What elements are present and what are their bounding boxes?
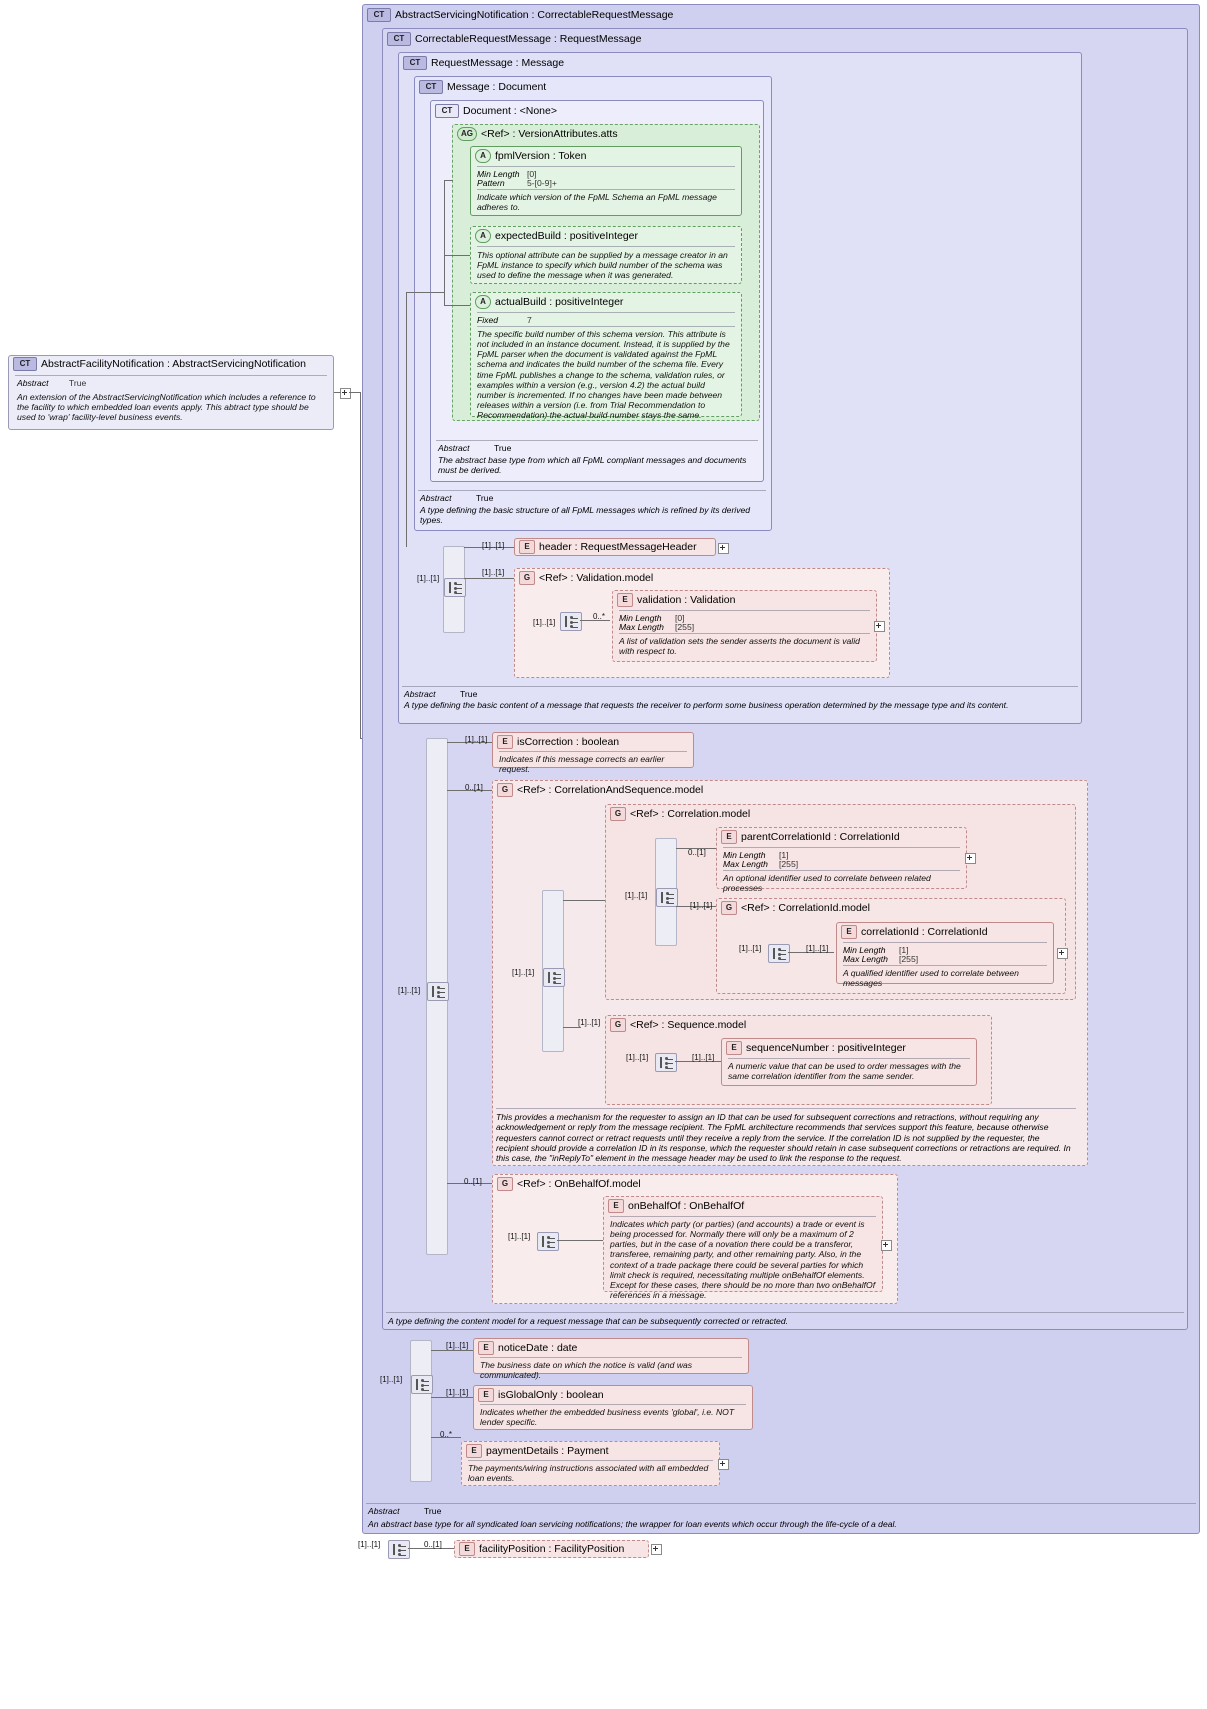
parent-correlation-id-expand-icon[interactable]: [965, 853, 976, 864]
is-correction-element[interactable]: [492, 732, 694, 775]
min-length-value: [1]: [899, 945, 909, 955]
fpml-version-description: Indicate which version of the FpML Schema an FpML message adheres to.: [477, 192, 717, 213]
actual-build-attribute[interactable]: [470, 292, 742, 421]
expected-build-attribute[interactable]: [470, 226, 742, 284]
complextype-icon: CT: [387, 32, 411, 46]
parent-correlation-id-element[interactable]: [716, 827, 967, 894]
validation-model-cardinality: [1]..[1]: [482, 568, 505, 577]
on-behalf-of-sequence-node[interactable]: [537, 1232, 559, 1251]
group-icon: G: [497, 783, 513, 797]
pattern-value: 5-[0-9]+: [527, 178, 557, 188]
header-element[interactable]: [514, 538, 716, 556]
abstract-label: Abstract: [17, 378, 49, 388]
request-message-header: CT RequestMessage : Message: [399, 55, 564, 72]
validation-expand-icon[interactable]: [874, 621, 885, 632]
group-icon: G: [519, 571, 535, 585]
message-abstract-description: A type defining the basic structure of all FpML messages which is refined by its derived types.: [420, 505, 751, 526]
facility-position-header: E facilityPosition : FacilityPosition: [455, 1541, 624, 1558]
message-abstract-label: Abstract: [420, 493, 452, 503]
group-icon: G: [497, 1177, 513, 1191]
payment-details-cardinality: 0..*: [440, 1430, 453, 1439]
correlation-and-sequence-cardinality: 0..[1]: [465, 783, 483, 792]
servicing-abstract-label: Abstract: [368, 1506, 400, 1516]
element-icon: E: [721, 830, 737, 844]
min-length-label: Min Length: [477, 169, 520, 179]
message-abstract-value: True: [476, 493, 494, 503]
validation-element-header: E validation : Validation: [613, 592, 735, 609]
fixed-value: 7: [527, 315, 532, 325]
on-behalf-of-model-cardinality: 0..[1]: [464, 1177, 482, 1186]
max-length-value: [255]: [675, 622, 695, 632]
element-icon: E: [478, 1388, 494, 1402]
on-behalf-of-model-header: G <Ref> : OnBehalfOf.model: [493, 1176, 641, 1193]
request-message-abstract-label: Abstract: [404, 689, 436, 699]
on-behalf-of-expand-icon[interactable]: [881, 1240, 892, 1251]
validation-cardinality: 0..*: [593, 612, 606, 621]
is-correction-header: E isCorrection : boolean: [493, 734, 619, 751]
sequence-model-header: G <Ref> : Sequence.model: [606, 1017, 746, 1034]
attribute-icon: A: [475, 149, 491, 163]
correlation-sequence-node[interactable]: [543, 968, 565, 987]
element-icon: E: [497, 735, 513, 749]
version-attributes-header: AG <Ref> : VersionAttributes.atts: [453, 126, 618, 143]
parent-correlation-id-header: E parentCorrelationId : CorrelationId: [717, 829, 900, 846]
expand-icon-left[interactable]: [340, 388, 351, 399]
fixed-label: Fixed: [477, 315, 499, 325]
validation-model-header: G <Ref> : Validation.model: [515, 570, 653, 587]
abstract-servicing-notification-header: CT AbstractServicingNotification : CorrectableRequestMessage: [363, 7, 673, 24]
on-behalf-of-sequence-cardinality: [1]..[1]: [508, 1232, 531, 1241]
group-icon: G: [610, 1018, 626, 1032]
request-message-sequence-cardinality: [1]..[1]: [417, 574, 440, 583]
validation-element[interactable]: [612, 590, 877, 662]
document-header: CT Document : <None>: [431, 103, 557, 120]
min-length-label: Min Length: [843, 945, 886, 955]
correlation-id-model-cardinality: [1]..[1]: [690, 901, 713, 910]
facility-position-seq-cardinality: [1]..[1]: [358, 1540, 381, 1549]
validation-sequence-cardinality: [1]..[1]: [533, 618, 556, 627]
is-global-only-cardinality: [1]..[1]: [446, 1388, 469, 1397]
element-icon: E: [617, 593, 633, 607]
correctable-sequence-cardinality: [1]..[1]: [398, 986, 421, 995]
correlation-model-sequence-cardinality: [1]..[1]: [625, 891, 648, 900]
max-length-label: Max Length: [843, 954, 888, 964]
request-message-abstract-value: True: [460, 689, 478, 699]
max-length-value: [255]: [899, 954, 919, 964]
on-behalf-of-description: Indicates which party (or parties) (and accounts) a trade or event is being processed for. Normally there will only be a maximum of 2 parties, but in the case of a novation there could be a transferor, transferee, remaining party, and other remaining party. Also, in the context of a trade package there could be several parties for which limit check is required, necessitating multiple onBehalfOf elements. Except for these cases, there should be no more than two onBehalfOf references in a message.: [610, 1219, 876, 1300]
max-length-value: [255]: [779, 859, 799, 869]
sequence-number-cardinality: [1]..[1]: [692, 1053, 715, 1062]
header-cardinality: [1]..[1]: [482, 541, 505, 550]
expected-build-description: This optional attribute can be supplied by a message creator in an FpML instance to specify which build number of the schema was used to define the message when it was generated.: [477, 250, 728, 281]
max-length-label: Max Length: [723, 859, 768, 869]
correlation-model-header: G <Ref> : Correlation.model: [606, 806, 750, 823]
notice-date-cardinality: [1]..[1]: [446, 1341, 469, 1350]
is-correction-description: Indicates if this message corrects an earlier request.: [499, 754, 665, 775]
correlation-id-header: E correlationId : CorrelationId: [837, 924, 988, 941]
servicing-sequence-bar: [410, 1340, 432, 1482]
min-length-label: Min Length: [619, 613, 662, 623]
min-length-label: Min Length: [723, 850, 766, 860]
max-length-label: Max Length: [619, 622, 664, 632]
complextype-icon: CT: [367, 8, 391, 22]
element-icon: E: [841, 925, 857, 939]
facility-position-element[interactable]: [454, 1540, 649, 1558]
complextype-icon: CT: [435, 104, 459, 118]
abstract-facility-notification-box[interactable]: [8, 355, 334, 430]
parent-correlation-id-description: An optional identifier used to correlate between related processes: [723, 873, 931, 894]
on-behalf-of-header: E onBehalfOf : OnBehalfOf: [604, 1198, 744, 1215]
sequence-model-cardinality: [1]..[1]: [578, 1018, 601, 1027]
header-expand-icon[interactable]: [718, 543, 729, 554]
servicing-sequence-cardinality: [1]..[1]: [380, 1375, 403, 1384]
sequence-number-description: A numeric value that can be used to order messages with the same correlation identifier from the same sender.: [728, 1061, 961, 1082]
request-message-abstract-description: A type defining the basic content of a message that requests the receiver to perform some business operation determined by the message type and its content.: [404, 700, 1009, 710]
servicing-abstract-description: An abstract base type for all syndicated loan servicing notifications; the wrapper for loan events which occur through the life-cycle of a deal.: [368, 1519, 897, 1529]
min-length-value: [0]: [675, 613, 685, 623]
complextype-icon: CT: [403, 56, 427, 70]
element-icon: E: [478, 1341, 494, 1355]
header-element-header: E header : RequestMessageHeader: [515, 539, 697, 556]
is-correction-cardinality: [1]..[1]: [465, 735, 488, 744]
element-icon: E: [459, 1542, 475, 1556]
correlation-id-sequence-cardinality: [1]..[1]: [739, 944, 762, 953]
abstract-facility-notification-header: CT AbstractFacilityNotification : AbstractServicingNotification: [9, 356, 306, 373]
element-icon: E: [726, 1041, 742, 1055]
correlation-id-description: A qualified identifier used to correlate between messages: [843, 968, 1019, 989]
element-icon: E: [608, 1199, 624, 1213]
document-abstract-label: Abstract: [438, 443, 470, 453]
group-icon: G: [721, 901, 737, 915]
facility-position-sequence-node[interactable]: [388, 1540, 410, 1559]
actual-build-description: The specific build number of this schema version. This attribute is not included in an instance document. Instead, it is supplied by the FpML parser when the document is validated against the FpML schema and indicates the build number of the schema file. Every time FpML publishes a change to the schema, validation rules, or examples within a version (e.g., version 4.2) the actual build number is incremented. If no changes have been made between releases within a version (i.e. from Trial Recommendation to Recommendation) the actual build number stays the same.: [477, 329, 730, 421]
payment-details-header: E paymentDetails : Payment: [462, 1443, 609, 1460]
correctable-sequence-node[interactable]: [427, 982, 449, 1001]
is-global-only-header: E isGlobalOnly : boolean: [474, 1387, 604, 1404]
is-global-only-element[interactable]: [473, 1385, 753, 1430]
sequence-number-element[interactable]: [721, 1038, 977, 1086]
pattern-label: Pattern: [477, 178, 505, 188]
facility-position-cardinality: 0..[1]: [424, 1540, 442, 1549]
sequence-number-seq-cardinality: [1]..[1]: [626, 1053, 649, 1062]
fpml-version-attribute[interactable]: [470, 146, 742, 216]
validation-description: A list of validation sets the sender asserts the document is valid with respect to.: [619, 636, 860, 657]
correlation-id-element[interactable]: [836, 922, 1054, 989]
facility-position-expand-icon[interactable]: [651, 1544, 662, 1555]
on-behalf-of-element[interactable]: [603, 1196, 883, 1300]
element-icon: E: [466, 1444, 482, 1458]
correlation-and-sequence-model-header: G <Ref> : CorrelationAndSequence.model: [493, 782, 703, 799]
correctable-request-message-footnote: A type defining the content model for a request message that can be subsequently corrected or retracted.: [388, 1316, 789, 1326]
parent-correlation-id-cardinality: 0..[1]: [688, 848, 706, 857]
attribute-icon: A: [475, 229, 491, 243]
correlation-id-model-header: G <Ref> : CorrelationId.model: [717, 900, 870, 917]
correlation-id-sequence-node[interactable]: [768, 944, 790, 963]
correlation-and-sequence-footnote: This provides a mechanism for the requester to assign an ID that can be used for subsequent corrections and retractions, without requiring any acknowledgement or reply from the message recipient. The FpML architecture recommends that services support this feature, because otherwise requesters cannot correct or retract requests until they receive a reply from the service. If the correlation ID is not supplied by the requester, the recipient should provide a correlation ID in its response, which the requester should retain in case subsequent corrections or retractions are required. In this case, the "inReplyTo" element in the message header may be used to link the response to the request.: [496, 1112, 1071, 1164]
complextype-icon: CT: [419, 80, 443, 94]
actual-build-header: A actualBuild : positiveInteger: [471, 294, 623, 311]
correctable-request-message-header: CT CorrectableRequestMessage : RequestMessage: [383, 31, 641, 48]
correlation-id-expand-icon[interactable]: [1057, 948, 1068, 959]
correlation-sequence-cardinality: [1]..[1]: [512, 968, 535, 977]
notice-date-element[interactable]: [473, 1338, 749, 1381]
element-icon: E: [519, 540, 535, 554]
message-header: CT Message : Document: [415, 79, 546, 96]
payment-details-expand-icon[interactable]: [718, 1459, 729, 1470]
notice-date-description: The business date on which the notice is valid (and was communicated).: [480, 1360, 693, 1381]
request-message-sequence-node[interactable]: [444, 578, 466, 597]
attribute-icon: A: [475, 295, 491, 309]
correlation-id-cardinality: [1]..[1]: [806, 944, 829, 953]
attribute-group-icon: AG: [457, 127, 477, 141]
servicing-sequence-node[interactable]: [411, 1375, 433, 1394]
sequence-model-sequence-node[interactable]: [655, 1053, 677, 1072]
validation-sequence-node[interactable]: [560, 612, 582, 631]
payment-details-element[interactable]: [461, 1441, 720, 1486]
notice-date-header: E noticeDate : date: [474, 1340, 577, 1357]
payment-details-description: The payments/wiring instructions associated with all embedded loan events.: [468, 1463, 709, 1484]
min-length-value: [0]: [527, 169, 537, 179]
document-abstract-description: The abstract base type from which all FpML compliant messages and documents must be derived.: [438, 455, 747, 476]
complextype-icon: CT: [13, 357, 37, 371]
servicing-abstract-value: True: [424, 1506, 442, 1516]
abstract-facility-notification-description: An extension of the AbstractServicingNotification which includes a reference to the facility to which embedded loan events apply. This abtract type should be used to 'wrap' facility-level business events.: [17, 392, 316, 423]
group-icon: G: [610, 807, 626, 821]
fpml-version-header: A fpmlVersion : Token: [471, 148, 586, 165]
abstract-value: True: [68, 378, 87, 388]
document-abstract-value: True: [494, 443, 512, 453]
expected-build-header: A expectedBuild : positiveInteger: [471, 228, 638, 245]
sequence-number-header: E sequenceNumber : positiveInteger: [722, 1040, 906, 1057]
correlation-model-sequence-node[interactable]: [656, 888, 678, 907]
min-length-value: [1]: [779, 850, 789, 860]
is-global-only-description: Indicates whether the embedded business events 'global', i.e. NOT lender specific.: [480, 1407, 735, 1428]
